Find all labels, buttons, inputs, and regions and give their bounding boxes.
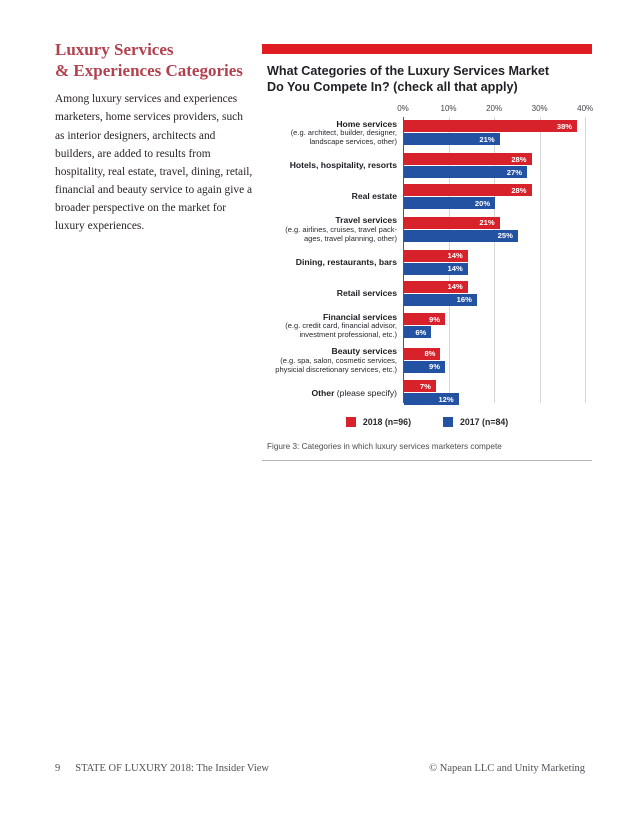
chart-body (262, 104, 592, 406)
bar-value-label: 20% (474, 198, 491, 208)
bar-2018 (404, 380, 436, 392)
category-label (262, 312, 404, 340)
bar-value-label: 9% (429, 314, 440, 324)
bar-value-label: 25% (497, 231, 513, 241)
bar-pair (404, 281, 593, 306)
bar-2018 (404, 348, 440, 360)
bar-2018 (404, 250, 468, 262)
category-label (262, 191, 404, 202)
chart-title-line2: Do You Compete In? (check all that apply) (267, 80, 518, 95)
category-row (262, 312, 592, 340)
footer-report-title: STATE OF LUXURY 2018: The Insider View (75, 763, 269, 774)
chart-title (267, 63, 592, 96)
bar-2018 (404, 184, 532, 196)
category-sublabel: landscape services, other) (309, 137, 397, 147)
bar-value-label: 14% (447, 251, 463, 261)
bar-pair (404, 348, 593, 373)
divider-line (262, 460, 592, 461)
category-row (262, 153, 592, 178)
category-row (262, 184, 592, 209)
category-label (262, 215, 404, 243)
category-name: Financial services (322, 311, 397, 322)
category-name: Home services (336, 118, 397, 129)
category-sublabel: physicial discretionary services, etc.) (275, 364, 397, 374)
legend-label: 2017 (n=84) (460, 417, 509, 428)
bar-value-label: 38% (556, 121, 573, 131)
bar-pair (404, 153, 593, 178)
bar-value-label: 9% (429, 362, 440, 372)
category-name: Dining, restaurants, bars (295, 256, 397, 267)
category-label (262, 119, 404, 147)
chart-title-line1: What Categories of the Luxury Services Market (267, 64, 550, 78)
category-name: Hotels, hospitality, resorts (289, 160, 397, 171)
x-axis-tick-label: 20% (486, 103, 503, 113)
page-number: 9 (55, 763, 61, 774)
category-sublabel: investment professional, etc.) (299, 330, 397, 340)
bar-pair (404, 120, 593, 145)
red-header-rule (262, 44, 592, 54)
x-axis-tick-label: 0% (397, 103, 409, 113)
category-sublabel: ages, travel planning, other) (304, 233, 397, 243)
bar-2017 (404, 166, 527, 178)
bar-2017 (404, 263, 468, 275)
bar-value-label: 8% (424, 349, 436, 359)
bar-value-label: 21% (479, 218, 495, 228)
category-row (262, 281, 592, 306)
bar-value-label: 14% (447, 264, 463, 274)
legend-item-2017 (443, 417, 508, 427)
category-row (262, 346, 592, 374)
bar-value-label: 6% (415, 327, 427, 337)
bar-2018 (404, 281, 468, 293)
bar-2017 (404, 326, 431, 338)
footer-left (55, 763, 269, 774)
bar-2017 (404, 294, 477, 306)
bar-pair (404, 184, 593, 209)
plot-area (262, 119, 592, 406)
bar-pair (404, 313, 593, 338)
bar-value-label: 14% (447, 282, 463, 292)
category-name: Retail services (336, 287, 397, 298)
bar-2017 (404, 230, 518, 242)
bar-2017 (404, 361, 445, 373)
bar-value-label: 28% (511, 185, 527, 195)
footer-copyright: © Napean LLC and Unity Marketing (429, 763, 585, 774)
bar-2018 (404, 120, 577, 132)
category-sublabel: (e.g. architect, builder, designer, (290, 128, 397, 138)
category-name: Beauty services (331, 345, 397, 356)
bar-2017 (404, 393, 459, 405)
page-footer (0, 763, 640, 779)
x-axis-labels (262, 104, 592, 117)
legend-label: 2018 (n=96) (362, 417, 411, 428)
section-heading (55, 40, 253, 81)
legend-item-2018 (346, 417, 411, 427)
section-heading-line1: Luxury Services (55, 40, 174, 59)
bar-value-label: 12% (438, 394, 454, 404)
category-row (262, 250, 592, 275)
chart-rows (262, 119, 592, 406)
category-row (262, 215, 592, 243)
bar-pair (404, 380, 593, 405)
bar-2018 (404, 153, 532, 165)
category-label (262, 388, 404, 399)
category-name: Travel services (335, 215, 397, 226)
bar-pair (404, 217, 593, 242)
sidebar-text-column (55, 40, 253, 235)
bar-value-label: 7% (419, 381, 431, 391)
category-label (262, 288, 404, 299)
category-label (262, 257, 404, 268)
x-axis-tick-label: 10% (440, 103, 457, 113)
category-sublabel: (e.g. credit card, financial advisor, (285, 321, 397, 331)
bar-2017 (404, 133, 500, 145)
section-body-text: Among luxury services and experiences marketers, home services providers, such as interior designers, architects and builders, are added to results from hospitality, real estate, travel, dining, retail, financial and beauty service to again give a broader perspective on the market for luxury experiences. (55, 93, 253, 232)
category-row (262, 380, 592, 405)
section-heading-line2: & Experiences Categories (55, 60, 243, 80)
bar-value-label: 27% (506, 167, 522, 177)
chart-figure (262, 44, 592, 461)
bar-2018 (404, 217, 500, 229)
figure-caption: Figure 3: Categories in which luxury services marketers compete (267, 442, 502, 452)
bar-value-label: 16% (456, 295, 472, 305)
legend-swatch-2017 (443, 417, 453, 427)
x-axis-tick-label: 40% (577, 103, 594, 113)
category-label (262, 346, 404, 374)
category-name: Other (please specify) (311, 387, 397, 398)
category-label (262, 160, 404, 171)
bar-value-label: 21% (479, 134, 495, 144)
bar-pair (404, 250, 593, 275)
bar-2017 (404, 197, 495, 209)
category-sublabel: (e.g. spa, salon, cosmetic services, (280, 355, 397, 365)
category-sublabel: (e.g. airlines, cruises, travel pack- (285, 224, 397, 234)
category-name: Real estate (351, 191, 397, 202)
category-row (262, 119, 592, 147)
legend-swatch-2018 (346, 417, 356, 427)
x-axis-tick-label: 30% (531, 103, 548, 113)
chart-legend (262, 417, 592, 427)
bar-2018 (404, 313, 445, 325)
bar-value-label: 28% (511, 154, 527, 164)
